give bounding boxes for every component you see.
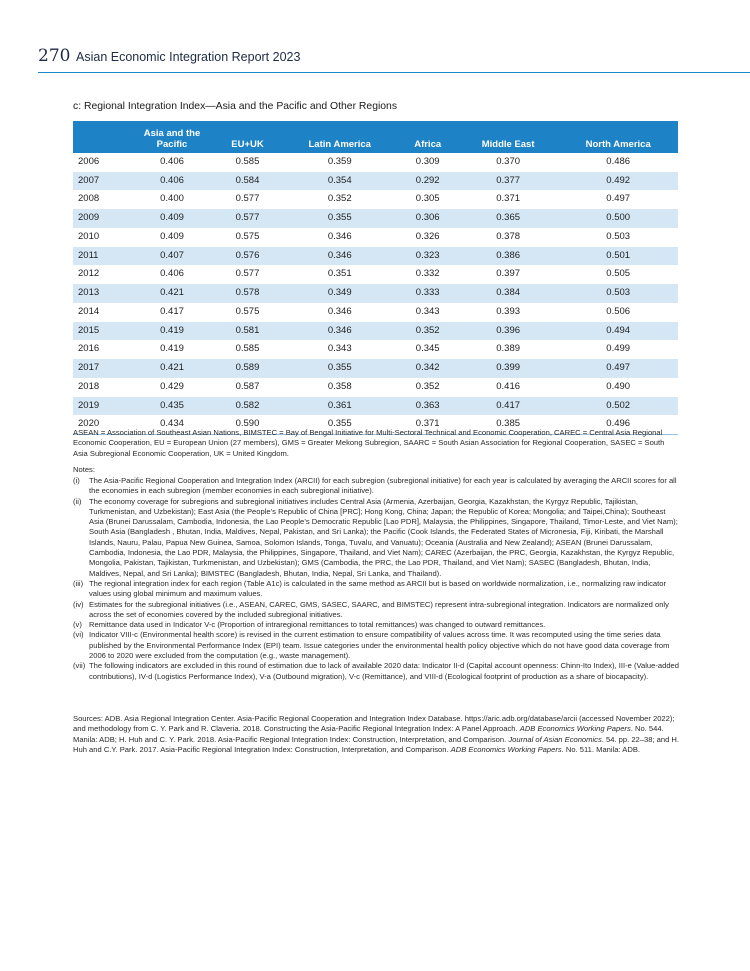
value-cell: 0.585 <box>235 343 260 355</box>
value-cell: 0.399 <box>458 359 559 378</box>
year-cell: 2012 <box>78 268 100 280</box>
value-cell: 0.371 <box>496 193 521 205</box>
page-header <box>38 46 750 72</box>
value-cell: 0.396 <box>458 322 559 341</box>
value-cell: 0.407 <box>131 247 213 266</box>
table-row <box>73 247 678 266</box>
value-cell: 0.377 <box>458 172 559 191</box>
table-row <box>73 209 678 228</box>
value-cell: 0.345 <box>415 343 440 355</box>
year-cell: 2016 <box>78 343 100 355</box>
year-cell: 2010 <box>78 230 100 242</box>
notes-heading: Notes: <box>73 465 95 474</box>
value-cell: 0.409 <box>131 209 213 228</box>
table-title: c: Regional Integration Index—Asia and the Pacific and Other Regions <box>73 101 398 112</box>
value-cell: 0.506 <box>606 305 631 317</box>
value-cell: 0.590 <box>213 415 282 434</box>
value-cell: 0.577 <box>235 193 260 205</box>
value-cell: 0.490 <box>606 380 631 392</box>
value-cell: 0.503 <box>606 230 631 242</box>
column-header: Africa <box>397 121 457 153</box>
year-cell: 2009 <box>73 209 131 228</box>
value-cell: 0.397 <box>496 268 521 280</box>
note-label: (iii) <box>73 578 84 588</box>
value-cell: 0.355 <box>282 415 398 434</box>
value-cell: 0.575 <box>235 305 260 317</box>
value-cell: 0.500 <box>558 209 678 228</box>
year-cell: 2017 <box>73 359 131 378</box>
value-cell: 0.505 <box>606 268 631 280</box>
table-row <box>73 190 678 209</box>
value-cell: 0.582 <box>213 397 282 416</box>
value-cell: 0.384 <box>458 284 559 303</box>
value-cell: 0.589 <box>213 359 282 378</box>
value-cell: 0.502 <box>558 397 678 416</box>
table-row <box>73 284 678 303</box>
value-cell: 0.346 <box>282 322 398 341</box>
header-rule <box>38 72 750 73</box>
value-cell: 0.346 <box>327 305 352 317</box>
value-cell: 0.386 <box>458 247 559 266</box>
note-item <box>73 600 680 621</box>
value-cell: 0.352 <box>397 322 457 341</box>
value-cell: 0.421 <box>131 359 213 378</box>
value-cell: 0.346 <box>327 230 352 242</box>
sources-italic-3: ADB Economics Working Papers <box>450 744 562 754</box>
value-cell: 0.400 <box>160 193 184 205</box>
value-cell: 0.417 <box>160 305 184 317</box>
value-cell: 0.378 <box>496 230 521 242</box>
value-cell: 0.587 <box>235 380 260 392</box>
note-item <box>73 630 680 661</box>
notes-list <box>73 476 680 682</box>
value-cell: 0.292 <box>397 172 457 191</box>
value-cell: 0.363 <box>397 397 457 416</box>
value-cell: 0.309 <box>415 156 440 167</box>
value-cell: 0.581 <box>213 322 282 341</box>
value-cell: 0.417 <box>458 397 559 416</box>
note-item <box>73 579 680 600</box>
table-row <box>73 303 678 322</box>
column-header: North America <box>558 121 678 153</box>
value-cell: 0.499 <box>606 343 631 355</box>
year-cell: 2019 <box>73 397 131 416</box>
value-cell: 0.354 <box>282 172 398 191</box>
year-cell: 2018 <box>78 380 100 392</box>
table-body <box>73 153 678 435</box>
note-text: Indicator VIII-c (Environmental health score) is revised in the current estimation to ensure compatibility of values across time. It was recomputed using the time series data published by the Environmental Performance Index (EPI) team. Issue categories under the environmental health policy objective which do not have good data coverage from 2006 to 2020 were excluded from the computation (e.g., waste management). <box>89 630 670 661</box>
value-cell: 0.389 <box>496 343 521 355</box>
note-text: The regional integration index for each region (Table A1c) is calculated in the same method as ARCII but is based on worldwide normalization, i.e., normalizing raw indicator values using global minimum and maximum values. <box>89 578 667 599</box>
value-cell: 0.306 <box>397 209 457 228</box>
value-cell: 0.351 <box>327 268 352 280</box>
note-label: (vi) <box>73 630 84 640</box>
table-row <box>73 153 678 172</box>
value-cell: 0.361 <box>282 397 398 416</box>
year-cell: 2011 <box>73 247 131 266</box>
value-cell: 0.577 <box>213 209 282 228</box>
value-cell: 0.578 <box>213 284 282 303</box>
table-header-row <box>73 121 678 153</box>
value-cell: 0.406 <box>160 156 184 167</box>
value-cell: 0.393 <box>496 305 521 317</box>
note-label: (ii) <box>73 496 82 506</box>
value-cell: 0.352 <box>415 380 440 392</box>
table-row <box>73 378 678 397</box>
year-cell: 2013 <box>73 284 131 303</box>
sources-note <box>73 714 680 755</box>
value-cell: 0.343 <box>415 305 440 317</box>
value-cell: 0.577 <box>235 268 260 280</box>
note-item <box>73 497 680 579</box>
year-cell: 2014 <box>78 305 100 317</box>
sources-text-2: . No. 544. Manila: ADB; H. Huh and C. Y. Park. 2018. Asia-Pacific Regional Integration Index: Construction, Interpretation, and Comparison. <box>73 724 664 744</box>
table-row <box>73 397 678 416</box>
value-cell: 0.355 <box>282 359 398 378</box>
value-cell: 0.343 <box>327 343 352 355</box>
table-row <box>73 340 678 359</box>
value-cell: 0.349 <box>282 284 398 303</box>
value-cell: 0.409 <box>160 230 184 242</box>
value-cell: 0.576 <box>213 247 282 266</box>
note-text: The economy coverage for subregions and subregional initiatives includes Central Asia (Armenia, Azerbaijan, Georgia, Kazakhstan, the Kyrgyz Republic, Tajikistan, Turkmenistan, and Uzbekistan); East Asia (the People’s Republic of China [PRC]; Hong Kong, China; Japan; the Republic of Korea; Mongolia; and Taipei,China); Southeast Asia (Brunei Darussalam, Cambodia, Indonesia, the Lao People’s Democratic Republic [Lao PDR], Malaysia, the Philippines, Singapore, Thailand, Timor-Leste, and Viet Nam); South Asia (Bangladesh , Bhutan, India, Maldives, Nepal, Pakistan, and Sri Lanka); the Pacific (Cook Islands, the Federated States of Micronesia, Fiji, Kiribati, the Marshall Islands, Nauru, Palau, Papua New Guinea, Samoa, Solomon Islands, Tonga, Tuvalu, and Vanuatu); Oceania (Australia and New Zealand); ASEAN (Brunei Darussalam, Cambodia, Indonesia, the Lao PDR, Malaysia, the Philippines, Singapore, Thailand, and Viet Nam); CAREC (Azerbaijan, the PRC, Georgia, Kazakhstan, the Kyrgyz Republic, Mongolia, Pakistan, Tajikistan, Turkmenistan, and Uzbekistan); GMS (Cambodia, the PRC, the Lao PDR, Thailand, and Viet Nam); SASEC (Bangladesh, Bhutan, India, Maldives, Nepal, and Sri Lanka); BIMSTEC (Bangladesh, Bhutan, India, Nepal, Sri Lanka, and Thailand). <box>89 496 678 578</box>
value-cell: 0.584 <box>213 172 282 191</box>
year-cell: 2015 <box>73 322 131 341</box>
sources-text-4: . No. 511. Manila: ADB. <box>561 744 641 754</box>
value-cell: 0.406 <box>131 172 213 191</box>
value-cell: 0.365 <box>458 209 559 228</box>
page-number: 270 <box>38 46 71 66</box>
note-label: (vii) <box>73 661 86 671</box>
value-cell: 0.323 <box>397 247 457 266</box>
sources-text-3: . 54. pp. 22–38; and H. Huh and C.Y. Park. 2017. Asia-Pacific Regional Integration Index: Construction, Interpretation, and Comparison. <box>73 734 680 754</box>
value-cell: 0.497 <box>558 359 678 378</box>
table-row <box>73 359 678 378</box>
note-label: (i) <box>73 476 80 485</box>
year-cell: 2008 <box>78 193 100 205</box>
value-cell: 0.370 <box>496 156 521 167</box>
value-cell: 0.419 <box>131 322 213 341</box>
sources-italic-1: ADB Economics Working Papers <box>519 724 631 734</box>
value-cell: 0.332 <box>415 268 440 280</box>
value-cell: 0.429 <box>160 380 184 392</box>
note-label: (iv) <box>73 599 84 609</box>
table-row <box>73 322 678 341</box>
value-cell: 0.371 <box>397 415 457 434</box>
note-label: (v) <box>73 620 82 630</box>
value-cell: 0.416 <box>496 380 521 392</box>
value-cell: 0.497 <box>606 193 631 205</box>
note-text: The Asia-Pacific Regional Cooperation and Integration Index (ARCII) for each subregion (subregional initiative) for each year is calculated by averaging the ARCII scores for all the economies in each subregion (member economies in each subregional initiative). <box>89 476 677 496</box>
column-header: Latin America <box>282 121 398 153</box>
note-item <box>73 620 680 630</box>
sources-italic-2: Journal of Asian Economics <box>508 734 602 744</box>
value-cell: 0.305 <box>415 193 440 205</box>
report-title: Asian Economic Integration Report 2023 <box>76 50 301 64</box>
regional-integration-table <box>73 121 678 435</box>
column-header-year <box>73 121 131 153</box>
value-cell: 0.435 <box>131 397 213 416</box>
note-text: Estimates for the subregional initiatives (i.e., ASEAN, CAREC, GMS, SASEC, SAARC, and BIMSTEC) represent intra-subregional integration. Indicators are normalized only across the set of economies covered by the included subregional initiatives. <box>89 599 669 619</box>
column-header: Middle East <box>458 121 559 153</box>
table-row <box>73 228 678 247</box>
value-cell: 0.385 <box>458 415 559 434</box>
column-header: EU+UK <box>213 121 282 153</box>
value-cell: 0.352 <box>327 193 352 205</box>
sources-text-1: Sources: ADB. Asia Regional Integration Center. Asia-Pacific Regional Cooperation and Integration Index Database. https://aric.adb.org/database/arcii (accessed November 2022); and methodology from C. Y. Park and R. Claveria. 2018. Constructing the Asia-Pacific Regional Integration Index: A Panel Approach. <box>73 714 675 734</box>
value-cell: 0.342 <box>397 359 457 378</box>
year-cell: 2020 <box>73 415 131 434</box>
value-cell: 0.496 <box>558 415 678 434</box>
value-cell: 0.326 <box>415 230 440 242</box>
table-row <box>73 172 678 191</box>
value-cell: 0.503 <box>558 284 678 303</box>
value-cell: 0.492 <box>558 172 678 191</box>
value-cell: 0.486 <box>606 156 631 167</box>
value-cell: 0.585 <box>235 156 260 167</box>
value-cell: 0.333 <box>397 284 457 303</box>
value-cell: 0.406 <box>160 268 184 280</box>
value-cell: 0.359 <box>327 156 352 167</box>
value-cell: 0.355 <box>282 209 398 228</box>
value-cell: 0.421 <box>131 284 213 303</box>
value-cell: 0.346 <box>282 247 398 266</box>
note-item <box>73 476 680 497</box>
note-text: The following indicators are excluded in this round of estimation due to lack of available 2020 data: Indicator II-d (Capital account openness: Chinn-Ito Index), III-e (Value-added contributions), IV-d (Logistics Performance Index), V-a (Outbound migration), V-c (Remittance), and VIII-d (Ecological footprint of production as a share of biocapacity). <box>89 661 679 681</box>
value-cell: 0.358 <box>327 380 352 392</box>
value-cell: 0.434 <box>131 415 213 434</box>
year-cell: 2007 <box>73 172 131 191</box>
value-cell: 0.494 <box>558 322 678 341</box>
table-row <box>73 265 678 284</box>
note-text: Remittance data used in Indicator V-c (Proportion of intraregional remittances to total remittances) was changed to outward remittances. <box>89 620 546 630</box>
abbreviations-note: ASEAN = Association of Southeast Asian Nations, BIMSTEC = Bay of Bengal Initiative for Multi-Sectoral Technical and Economic Cooperation, CAREC = Central Asia Regional Economic Cooperation, EU = European Union (27 members), GMS = Greater Mekong Subregion, SAARC = South Asian Association for Regional Cooperation, SASEC = South Asia Subregional Economic Cooperation, UK = United Kingdom. <box>73 428 665 458</box>
note-item <box>73 661 680 682</box>
value-cell: 0.501 <box>558 247 678 266</box>
value-cell: 0.419 <box>160 343 184 355</box>
column-header: Asia and the Pacific <box>131 121 213 153</box>
year-cell: 2006 <box>78 156 100 167</box>
value-cell: 0.575 <box>235 230 260 242</box>
